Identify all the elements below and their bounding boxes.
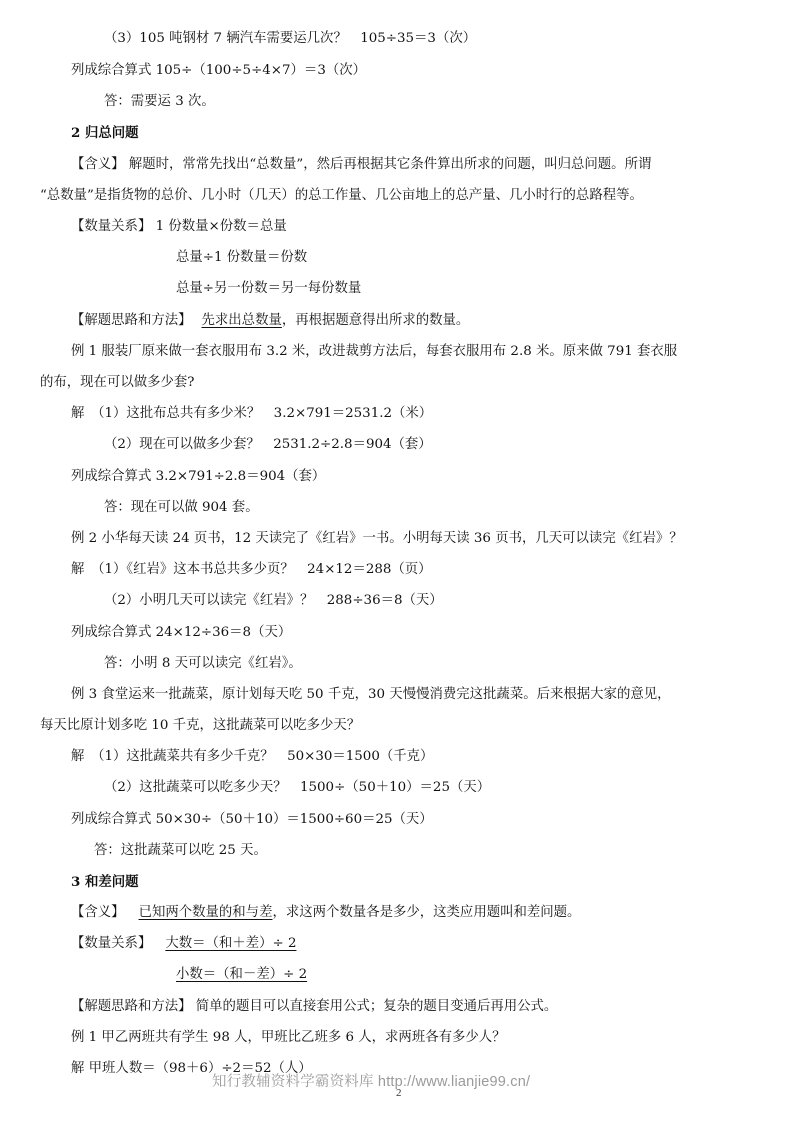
- text-line: 列成综合算式 105÷（100÷5÷4×7）＝3（次）: [71, 63, 367, 78]
- section-heading: 2 归总问题: [71, 125, 139, 141]
- text-line: 例 2 小华每天读 24 页书，12 天读完了《红岩》一书。小明每天读 36 页书，几天可以读完《红岩》？: [71, 531, 683, 546]
- underlined-text: 先求出总数量: [201, 313, 282, 328]
- text-line: 列成综合算式 50×30÷（50＋10）＝1500÷60＝25（天）: [71, 812, 433, 827]
- text-line: [71, 934, 296, 954]
- text-span: ，求这两个数量各是多少，这类应用题叫和差问题。: [272, 905, 581, 920]
- text-line: 答：需要运 3 次。: [104, 94, 215, 109]
- page-number: 2: [396, 1087, 402, 1099]
- text-line: 的布，现在可以做多少套?: [40, 375, 195, 390]
- text-line: 总量÷1 份数量＝份数: [176, 250, 308, 265]
- text-span: 【数量关系】: [71, 936, 152, 951]
- text-line: “总数量”是指货物的总价、几小时（几天）的总工作量、几公亩地上的总产量、几小时行的总路程等。: [40, 188, 643, 203]
- text-line: 答：小明 8 天可以读完《红岩》。: [104, 656, 302, 671]
- text-line: 解 （1）这批蔬菜共有多少千克？ 50×30＝1500（千克）: [71, 749, 434, 764]
- text-line: [71, 311, 469, 331]
- text-line: 解 （1）这批布总共有多少米？ 3.2×791＝2531.2（米）: [71, 406, 433, 421]
- text-span: 【解题思路和方法】: [71, 313, 192, 328]
- text-line: 总量÷另一份数＝另一每份数量: [176, 281, 362, 296]
- text-line: 列成综合算式 3.2×791÷2.8＝904（套）: [71, 469, 326, 484]
- underlined-text: 小数＝（和－差）÷ 2: [176, 967, 308, 982]
- text-line: 【含义】 解题时，常常先找出“总数量”，然后再根据其它条件算出所求的问题，叫归总问题。所谓: [71, 157, 652, 172]
- text-line: 解 （1）《红岩》这本书总共多少页？ 24×12＝288（页）: [71, 562, 432, 577]
- underlined-text: 已知两个数量的和与差: [138, 905, 273, 920]
- watermark-text: 知行教辅资料学霸资料库 http://www.lianjie99.cn/: [212, 1074, 531, 1090]
- text-line: 例 1 服装厂原来做一套衣服用布 3.2 米，改进裁剪方法后，每套衣服用布 2.8 米。原来做 791 套衣服: [71, 344, 678, 359]
- text-line: [71, 903, 580, 923]
- text-line: 例 3 食堂运来一批蔬菜，原计划每天吃 50 千克，30 天慢慢消费完这批蔬菜。后来根据大家的意见，: [71, 687, 671, 702]
- text-line: （2）小明几天可以读完《红岩》？ 288÷36＝8（天）: [104, 593, 443, 608]
- text-line: （2）现在可以做多少套？ 2531.2÷2.8＝904（套）: [104, 437, 432, 452]
- text-line: 答：这批蔬菜可以吃 25 天。: [94, 843, 267, 858]
- text-span: ，再根据题意得出所求的数量。: [281, 313, 470, 328]
- underlined-text: 大数＝（和＋差）÷ 2: [165, 936, 297, 951]
- text-line: 列成综合算式 24×12÷36＝8（天）: [71, 625, 292, 640]
- section-heading: 3 和差问题: [71, 874, 139, 890]
- text-line: 【解题思路和方法】 简单的题目可以直接套用公式；复杂的题目变通后再用公式。: [71, 999, 558, 1014]
- text-line: 解 甲班人数＝（98＋6）÷2＝52（人）: [71, 1061, 312, 1076]
- text-line: （3）105 吨钢材 7 辆汽车需要运几次？ 105÷35＝3（次）: [104, 31, 477, 46]
- text-line: 例 1 甲乙两班共有学生 98 人，甲班比乙班多 6 人，求两班各有多少人？: [71, 1030, 506, 1045]
- text-span: 【含义】: [71, 905, 125, 920]
- text-line: 每天比原计划多吃 10 千克，这批蔬菜可以吃多少天？: [40, 718, 361, 733]
- text-line: （2）这批蔬菜可以吃多少天？ 1500÷（50＋10）＝25（天）: [104, 780, 491, 795]
- text-line: 答：现在可以做 904 套。: [104, 500, 259, 515]
- text-line: 【数量关系】 1 份数量×份数＝总量: [71, 219, 287, 234]
